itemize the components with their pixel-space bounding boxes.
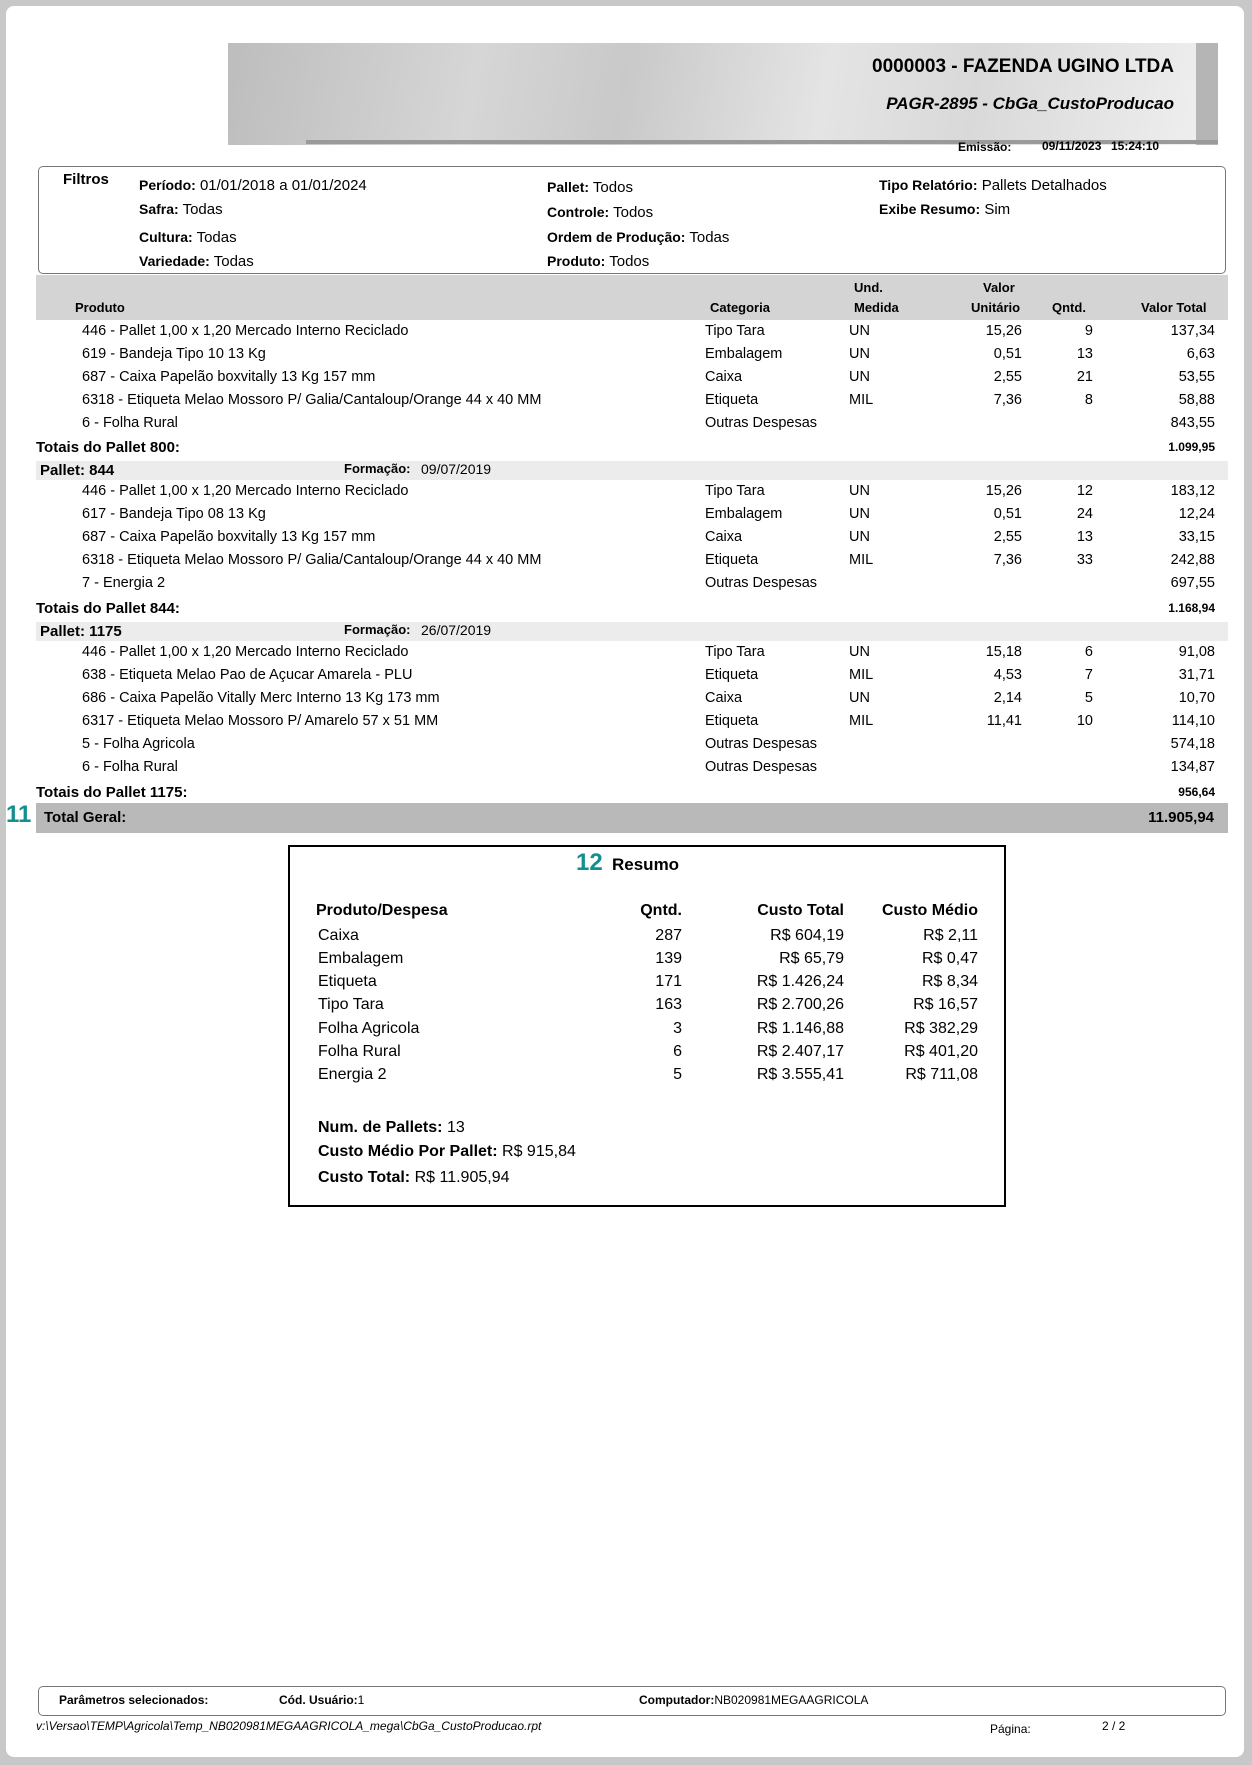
resumo-custo-medio-pallet: Custo Médio Por Pallet: R$ 915,84 (318, 1143, 576, 1160)
cell-categoria: Tipo Tara (705, 323, 765, 339)
footer-box (38, 1686, 1226, 1716)
cell-valor-unitario: 7,36 (993, 552, 1022, 568)
resumo-cell-produto: Tipo Tara (318, 996, 384, 1013)
cell-categoria: Etiqueta (705, 667, 759, 683)
cell-und: UN (849, 369, 870, 385)
resumo-cell-custo-total: R$ 1.426,24 (756, 973, 844, 990)
filter-tipo-relatorio: Tipo Relatório: Pallets Detalhados (879, 177, 1107, 194)
cell-valor-total: 697,55 (1170, 575, 1215, 591)
cell-valor-total: 33,15 (1178, 529, 1215, 545)
cell-produto: 446 - Pallet 1,00 x 1,20 Mercado Interno Reciclado (82, 644, 409, 660)
resumo-cell-produto: Energia 2 (318, 1066, 387, 1083)
cell-produto: 619 - Bandeja Tipo 10 13 Kg (82, 346, 266, 362)
footer-pagina: 2 / 2 (1102, 1719, 1126, 1733)
cell-und: MIL (849, 713, 874, 729)
marker-12: 12 (576, 849, 603, 876)
emissao-label: Emissão: (958, 140, 1012, 154)
pallet-total-value: 1.099,95 (1168, 440, 1215, 454)
cell-valor-unitario: 15,26 (985, 483, 1022, 499)
resumo-cell-produto: Caixa (318, 927, 359, 944)
cell-qntd: 24 (1076, 506, 1093, 522)
cell-und: UN (849, 529, 870, 545)
cell-valor-unitario: 2,14 (993, 690, 1022, 706)
cell-categoria: Caixa (705, 369, 743, 385)
resumo-cell-custo-medio: R$ 0,47 (921, 950, 978, 967)
cell-valor-total: 31,71 (1178, 667, 1215, 683)
footer-path: v:\Versao\TEMP\Agricola\Temp_NB020981MEGAAGRICOLA_mega\CbGa_CustoProducao.rpt (36, 1719, 542, 1733)
cell-und: MIL (849, 667, 874, 683)
resumo-custo-total: Custo Total: R$ 11.905,94 (318, 1169, 510, 1186)
resumo-cell-qntd: 6 (673, 1043, 682, 1060)
filter-produto: Produto: Todos (547, 253, 650, 270)
cell-categoria: Caixa (705, 690, 743, 706)
cell-valor-unitario: 7,36 (993, 392, 1022, 408)
resumo-cell-custo-medio: R$ 8,34 (921, 973, 978, 990)
cell-categoria: Tipo Tara (705, 644, 765, 660)
resumo-cell-produto: Folha Agricola (318, 1020, 420, 1037)
col-valor-2: Unitário (971, 300, 1021, 315)
resumo-cell-custo-total: R$ 65,79 (779, 950, 844, 967)
col-qntd: Qntd. (1052, 300, 1086, 315)
table-header (36, 275, 1228, 320)
pallet-total-value: 1.168,94 (1168, 601, 1215, 615)
pallet-label: Pallet: 844 (40, 462, 115, 479)
cell-valor-unitario: 11,41 (986, 713, 1022, 729)
resumo-col-produto: Produto/Despesa (316, 902, 448, 919)
cell-produto: 5 - Folha Agricola (82, 736, 195, 752)
formacao-label: Formação: (344, 461, 411, 476)
cell-qntd: 6 (1084, 644, 1093, 660)
resumo-cell-produto: Folha Rural (318, 1043, 401, 1060)
cell-categoria: Embalagem (705, 506, 783, 522)
total-geral-label: Total Geral: (44, 809, 127, 826)
cell-valor-total: 843,55 (1170, 415, 1215, 431)
cell-und: UN (849, 506, 870, 522)
filter-periodo: Período: 01/01/2018 a 01/01/2024 (139, 177, 367, 194)
emissao-time: 15:24:10 (1111, 139, 1160, 153)
filters-box (38, 166, 1226, 274)
resumo-cell-custo-medio: R$ 711,08 (905, 1066, 978, 1083)
resumo-cell-custo-medio: R$ 16,57 (913, 996, 978, 1013)
cell-valor-total: 242,88 (1170, 552, 1215, 568)
total-geral-row (36, 803, 1228, 833)
filter-pallet: Pallet: Todos (547, 179, 633, 196)
filter-exibe-resumo: Exibe Resumo: Sim (879, 201, 1011, 218)
filter-cultura: Cultura: Todas (139, 229, 237, 246)
cell-valor-total: 53,55 (1178, 369, 1215, 385)
resumo-cell-custo-total: R$ 1.146,88 (756, 1020, 844, 1037)
cell-qntd: 8 (1084, 392, 1093, 408)
emissao-date: 09/11/2023 (1042, 139, 1102, 153)
cell-valor-unitario: 15,26 (985, 323, 1022, 339)
cell-valor-total: 114,10 (1171, 713, 1215, 729)
cell-qntd: 10 (1076, 713, 1093, 729)
filter-ordem-producao: Ordem de Produção: Todas (547, 229, 730, 246)
cell-produto: 686 - Caixa Papelão Vitally Merc Interno 13 Kg 173 mm (82, 690, 440, 706)
resumo-cell-custo-medio: R$ 2,11 (923, 927, 978, 944)
cell-und: UN (849, 690, 870, 706)
resumo-title: Resumo (612, 855, 680, 874)
cell-und: UN (849, 323, 870, 339)
cell-valor-total: 12,24 (1178, 506, 1215, 522)
formacao-label: Formação: (344, 622, 411, 637)
cell-und: UN (849, 644, 870, 660)
col-und-2: Medida (854, 300, 899, 315)
cell-qntd: 33 (1076, 552, 1093, 568)
pallet-band (36, 461, 1228, 480)
company-name: 0000003 - FAZENDA UGINO LTDA (872, 56, 1174, 77)
cell-valor-total: 134,87 (1170, 759, 1215, 775)
resumo-cell-produto: Embalagem (318, 950, 404, 967)
cell-valor-unitario: 2,55 (993, 369, 1022, 385)
resumo-box (288, 845, 1006, 1207)
resumo-col-custo-medio: Custo Médio (882, 902, 978, 919)
cell-produto: 6318 - Etiqueta Melao Mossoro P/ Galia/Cantaloup/Orange 44 x 40 MM (82, 392, 542, 408)
resumo-cell-qntd: 5 (673, 1066, 682, 1083)
cell-produto: 446 - Pallet 1,00 x 1,20 Mercado Interno Reciclado (82, 323, 409, 339)
cell-qntd: 5 (1084, 690, 1093, 706)
cell-und: UN (849, 346, 870, 362)
pallet-band (36, 622, 1228, 641)
cell-valor-unitario: 0,51 (993, 506, 1022, 522)
pallet-label: Pallet: 1175 (40, 623, 122, 640)
cell-categoria: Outras Despesas (705, 415, 818, 431)
cell-categoria: Embalagem (705, 346, 783, 362)
cell-categoria: Outras Despesas (705, 575, 818, 591)
cell-categoria: Etiqueta (705, 713, 759, 729)
cell-qntd: 13 (1076, 346, 1093, 362)
resumo-cell-qntd: 171 (655, 973, 682, 990)
cell-qntd: 21 (1076, 369, 1093, 385)
cell-categoria: Tipo Tara (705, 483, 765, 499)
cell-qntd: 12 (1076, 483, 1093, 499)
resumo-col-qntd: Qntd. (640, 902, 682, 919)
cell-categoria: Etiqueta (705, 392, 759, 408)
resumo-cell-custo-medio: R$ 401,20 (904, 1043, 978, 1060)
cell-produto: 6318 - Etiqueta Melao Mossoro P/ Galia/Cantaloup/Orange 44 x 40 MM (82, 552, 542, 568)
cell-und: MIL (849, 392, 874, 408)
cell-produto: 6317 - Etiqueta Melao Mossoro P/ Amarelo 57 x 51 MM (82, 713, 439, 729)
col-valor-1: Valor (983, 280, 1015, 295)
cell-produto: 687 - Caixa Papelão boxvitally 13 Kg 157 mm (82, 369, 376, 385)
resumo-num-pallets: Num. de Pallets: 13 (318, 1119, 465, 1136)
resumo-cell-custo-medio: R$ 382,29 (904, 1020, 978, 1037)
cell-categoria: Outras Despesas (705, 759, 818, 775)
cell-categoria: Outras Despesas (705, 736, 818, 752)
col-valor-total: Valor Total (1141, 300, 1207, 315)
formacao-date: 26/07/2019 (421, 622, 492, 638)
resumo-col-custo-total: Custo Total (757, 902, 844, 919)
col-produto: Produto (75, 300, 125, 315)
resumo-cell-custo-total: R$ 604,19 (770, 927, 844, 944)
cell-categoria: Etiqueta (705, 552, 759, 568)
resumo-cell-qntd: 163 (655, 996, 682, 1013)
col-und-1: Und. (854, 280, 883, 295)
resumo-cell-qntd: 139 (655, 950, 682, 967)
cell-valor-total: 10,70 (1178, 690, 1215, 706)
cell-valor-total: 137,34 (1170, 323, 1215, 339)
cell-und: MIL (849, 552, 874, 568)
formacao-date: 09/07/2019 (421, 461, 492, 477)
resumo-cell-qntd: 3 (673, 1020, 682, 1037)
cell-produto: 617 - Bandeja Tipo 08 13 Kg (82, 506, 266, 522)
report-page (6, 6, 1244, 1757)
footer-computador: Computador:NB020981MEGAAGRICOLA (639, 1693, 869, 1707)
cell-produto: 446 - Pallet 1,00 x 1,20 Mercado Interno Reciclado (82, 483, 409, 499)
filter-controle: Controle: Todos (547, 204, 654, 221)
filter-safra: Safra: Todas (139, 201, 223, 218)
report-name: PAGR-2895 - CbGa_CustoProducao (886, 94, 1174, 113)
resumo-cell-custo-total: R$ 2.700,26 (756, 996, 844, 1013)
cell-valor-unitario: 4,53 (993, 667, 1022, 683)
cell-valor-unitario: 2,55 (993, 529, 1022, 545)
cell-und: UN (849, 483, 870, 499)
pallet-total-value: 956,64 (1178, 785, 1215, 799)
cell-qntd: 7 (1084, 667, 1093, 683)
col-categoria: Categoria (710, 300, 770, 315)
marker-11: 11 (6, 801, 32, 828)
filters-title: Filtros (63, 171, 109, 188)
pallet-total-label: Totais do Pallet 1175: (36, 784, 188, 801)
cell-produto: 6 - Folha Rural (82, 759, 178, 775)
cell-qntd: 13 (1076, 529, 1093, 545)
cell-produto: 687 - Caixa Papelão boxvitally 13 Kg 157 mm (82, 529, 376, 545)
cell-categoria: Caixa (705, 529, 743, 545)
cell-valor-total: 58,88 (1178, 392, 1215, 408)
cell-valor-total: 574,18 (1170, 736, 1215, 752)
filter-variedade: Variedade: Todas (139, 253, 254, 270)
resumo-cell-produto: Etiqueta (318, 973, 377, 990)
cell-valor-total: 91,08 (1178, 644, 1215, 660)
pallet-total-label: Totais do Pallet 844: (36, 600, 180, 617)
cell-valor-total: 183,12 (1170, 483, 1215, 499)
footer-params-label: Parâmetros selecionados: (59, 1693, 209, 1707)
cell-produto: 6 - Folha Rural (82, 415, 178, 431)
cell-qntd: 9 (1084, 323, 1093, 339)
resumo-cell-custo-total: R$ 3.555,41 (756, 1066, 844, 1083)
cell-valor-total: 6,63 (1186, 346, 1215, 362)
footer-usuario: Cód. Usuário:1 (279, 1693, 365, 1707)
cell-valor-unitario: 0,51 (993, 346, 1022, 362)
resumo-cell-custo-total: R$ 2.407,17 (756, 1043, 844, 1060)
footer-pagina-label: Página: (990, 1722, 1031, 1736)
total-geral-value: 11.905,94 (1148, 809, 1214, 826)
cell-produto: 638 - Etiqueta Melao Pao de Açucar Amarela - PLU (82, 667, 413, 683)
pallet-total-label: Totais do Pallet 800: (36, 439, 180, 456)
cell-valor-unitario: 15,18 (985, 644, 1022, 660)
cell-produto: 7 - Energia 2 (82, 575, 166, 591)
resumo-cell-qntd: 287 (655, 927, 682, 944)
